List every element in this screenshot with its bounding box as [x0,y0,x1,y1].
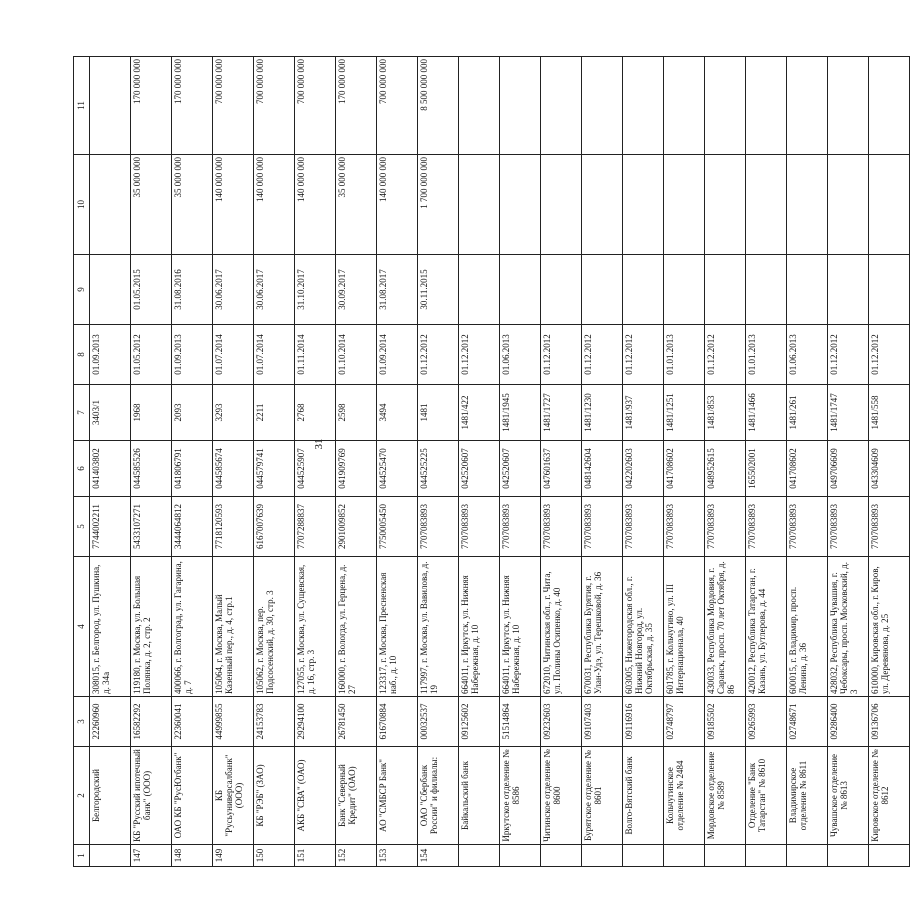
row-number-cell [623,845,664,867]
limit-amount-cell: 1 700 000 000 [418,155,459,255]
column-number-header: 3 [74,697,90,747]
max-amount-cell: 700 000 000 [213,57,254,155]
license-number-cell: 1481 [418,385,459,441]
max-amount-cell: 700 000 000 [377,57,418,155]
bank-registry-table [73,56,910,867]
bank-name-cell: Бурятское отделение № 8601 [582,747,623,845]
license-number-cell: 1481/1727 [541,385,582,441]
limit-amount-cell [623,155,664,255]
limit-amount-cell: 35 000 000 [336,155,377,255]
column-number-header: 9 [74,255,90,325]
address-cell: 672010, Читинская обл., г. Чита, ул. Полины Осипенко, д. 40 [541,557,582,697]
inn-cell: 7707083893 [582,497,623,557]
start-date-cell: 01.10.2014 [336,325,377,385]
address-cell: 105064, г. Москва, Малый Казенный пер., д. 4, стр.1 [213,557,254,697]
row-number-cell [828,845,869,867]
max-amount-cell [746,57,787,155]
end-date-cell [787,255,828,325]
max-amount-cell [459,57,500,155]
row-number-cell [705,845,746,867]
table-row [869,57,910,867]
address-cell: 670031, Республика Бурятия, г. Улан-Удэ, ул. Терешковой, д. 36 [582,557,623,697]
okpo-cell: 26781450 [336,697,377,747]
inn-cell: 7707083893 [787,497,828,557]
end-date-cell [664,255,705,325]
limit-amount-cell: 35 000 000 [131,155,172,255]
column-number-header: 10 [74,155,90,255]
okpo-cell: 22360041 [172,697,213,747]
okpo-cell: 51514864 [500,697,541,747]
bik-cell: 047601637 [541,441,582,497]
bank-name-cell: АКБ "СВА" (ОАО) [295,747,336,845]
license-number-cell: 1968 [131,385,172,441]
end-date-cell [828,255,869,325]
inn-cell: 7750005450 [377,497,418,557]
address-cell: 127055, г. Москва, ул. Сущевская, д. 16, стр. 3 [295,557,336,697]
column-number-header: 6 [74,441,90,497]
max-amount-cell [500,57,541,155]
end-date-cell [90,255,131,325]
max-amount-cell [90,57,131,155]
table-row [787,57,828,867]
address-cell: 664011, г. Иркутск, ул. Нижняя Набережная, д. 10 [459,557,500,697]
bank-name-cell: Иркутское отделение № 8586 [500,747,541,845]
inn-cell: 2901009852 [336,497,377,557]
start-date-cell: 01.07.2014 [254,325,295,385]
end-date-cell: 01.05.2015 [131,255,172,325]
table-row [459,57,500,867]
okpo-cell: 29294100 [295,697,336,747]
row-number-cell: 154 [418,845,459,867]
column-number-header: 2 [74,747,90,845]
limit-amount-cell [746,155,787,255]
start-date-cell: 01.12.2012 [582,325,623,385]
row-number-cell: 149 [213,845,254,867]
limit-amount-cell [869,155,910,255]
inn-cell: 6167007639 [254,497,295,557]
start-date-cell: 01.11.2014 [295,325,336,385]
bank-name-cell: Чувашское отделение № 8613 [828,747,869,845]
bik-cell: 044525470 [377,441,418,497]
max-amount-cell: 170 000 000 [131,57,172,155]
start-date-cell: 01.09.2014 [377,325,418,385]
bank-name-cell: Белгородский [90,747,131,845]
table-row [131,57,172,867]
address-cell: 119180, г. Москва, ул. Большая Полянка, д. 2, стр. 2 [131,557,172,697]
rotated-page-content [73,57,891,867]
limit-amount-cell [459,155,500,255]
start-date-cell: 01.01.2013 [746,325,787,385]
row-number-cell [90,845,131,867]
start-date-cell: 01.12.2012 [705,325,746,385]
license-number-cell: 3403/1 [90,385,131,441]
address-cell: 117997, г. Москва, ул. Вавилова, д. 19 [418,557,459,697]
inn-cell: 7707083893 [459,497,500,557]
okpo-cell: 22260960 [90,697,131,747]
okpo-cell: 09136706 [869,697,910,747]
license-number-cell: 1481/1251 [664,385,705,441]
license-number-cell: 2598 [336,385,377,441]
max-amount-cell [869,57,910,155]
limit-amount-cell: 35 000 000 [172,155,213,255]
license-number-cell: 2093 [172,385,213,441]
start-date-cell: 01.12.2012 [418,325,459,385]
row-number-cell [787,845,828,867]
bik-cell: 041708602 [664,441,705,497]
max-amount-cell: 170 000 000 [336,57,377,155]
column-number-header-row [74,57,90,867]
inn-cell: 3444064812 [172,497,213,557]
end-date-cell [541,255,582,325]
okpo-cell: 02748797 [664,697,705,747]
okpo-cell: 16582292 [131,697,172,747]
end-date-cell [746,255,787,325]
okpo-cell: 61670884 [377,697,418,747]
row-number-cell: 152 [336,845,377,867]
inn-cell: 7707083893 [705,497,746,557]
row-number-cell: 148 [172,845,213,867]
limit-amount-cell: 140 000 000 [254,155,295,255]
max-amount-cell [787,57,828,155]
address-cell: 610000, Кировская обл., г. Киров, ул. Деревянова, д. 25 [869,557,910,697]
start-date-cell: 01.06.2013 [500,325,541,385]
end-date-cell: 31.10.2017 [295,255,336,325]
row-number-cell: 153 [377,845,418,867]
start-date-cell: 01.12.2012 [541,325,582,385]
inn-cell: 7707083893 [500,497,541,557]
end-date-cell [459,255,500,325]
license-number-cell: 2211 [254,385,295,441]
address-cell: 664011, г. Иркутск, ул. Нижняя Набережная, д. 10 [500,557,541,697]
bank-name-cell: ОАО КБ "РусЮгбанк" [172,747,213,845]
start-date-cell: 01.12.2012 [869,325,910,385]
max-amount-cell [541,57,582,155]
bik-cell: 043304609 [869,441,910,497]
bank-name-cell: ОАО "Сбербанк России" и филиалы: [418,747,459,845]
inn-cell: 5433107271 [131,497,172,557]
inn-cell: 7707083893 [623,497,664,557]
address-cell: 160000, г. Вологда, ул. Герцена, д. 27 [336,557,377,697]
table-row [295,57,336,867]
license-number-cell: 1481/261 [787,385,828,441]
bik-cell: 041708602 [787,441,828,497]
table-row [377,57,418,867]
bik-cell: 042202603 [623,441,664,497]
address-cell: 430033, Республика Мордовия, г. Саранск, просп. 70 лет Октября, д. 86 [705,557,746,697]
license-number-cell: 1481/1945 [500,385,541,441]
end-date-cell [705,255,746,325]
row-number-cell [582,845,623,867]
address-cell: 428032, Республика Чувашия, г. Чебоксары, просп. Московский, д. 3 [828,557,869,697]
address-cell: 601785, г. Кольчугино, ул. III Интернационала, 40 [664,557,705,697]
bank-name-cell: Банк "Северный Кредит" (ОАО) [336,747,377,845]
column-number-header: 4 [74,557,90,697]
bank-name-cell: КБ "Русьуниверсалбанк" (ООО) [213,747,254,845]
table-row [582,57,623,867]
bik-cell: 044525907 [295,441,336,497]
end-date-cell: 31.08.2016 [172,255,213,325]
inn-cell: 7744002211 [90,497,131,557]
start-date-cell: 01.09.2013 [172,325,213,385]
limit-amount-cell [787,155,828,255]
license-number-cell: 1481/853 [705,385,746,441]
bik-cell: 048952615 [705,441,746,497]
inn-cell: 7707083893 [869,497,910,557]
table-row [746,57,787,867]
limit-amount-cell [500,155,541,255]
row-number-cell [541,845,582,867]
max-amount-cell: 170 000 000 [172,57,213,155]
start-date-cell: 01.01.2013 [664,325,705,385]
bank-name-cell: Отделение "Банк Татарстан" № 8610 [746,747,787,845]
end-date-cell [623,255,664,325]
okpo-cell: 09286400 [828,697,869,747]
bik-cell: 044525225 [418,441,459,497]
bank-name-cell: Читинское отделение № 8600 [541,747,582,845]
max-amount-cell: 8 500 000 000 [418,57,459,155]
column-number-header: 5 [74,497,90,557]
limit-amount-cell [90,155,131,255]
address-cell: 308015, г. Белгород, ул. Пушкина, д. 34а [90,557,131,697]
bik-cell: 049706609 [828,441,869,497]
bik-cell: 041909769 [336,441,377,497]
column-number-header: 8 [74,325,90,385]
table-row [213,57,254,867]
address-cell: 400066, г. Волгоград, ул. Гагарина, д. 7 [172,557,213,697]
row-number-cell [664,845,705,867]
limit-amount-cell [664,155,705,255]
license-number-cell: 1481/1230 [582,385,623,441]
page-number: 31 [313,438,325,450]
table-row [418,57,459,867]
bik-cell: 042520607 [459,441,500,497]
bik-cell: 044579741 [254,441,295,497]
license-number-cell: 1481/1747 [828,385,869,441]
address-cell: 123317, г. Москва, Пресненская наб., д. 10 [377,557,418,697]
table-row [172,57,213,867]
inn-cell: 7707083893 [541,497,582,557]
license-number-cell: 1481/422 [459,385,500,441]
max-amount-cell [664,57,705,155]
table-row [336,57,377,867]
start-date-cell: 01.12.2012 [459,325,500,385]
bank-name-cell: КБ "РЭБ" (ЗАО) [254,747,295,845]
bank-name-cell: Кировское отделение № 8612 [869,747,910,845]
row-number-cell: 151 [295,845,336,867]
table-body [74,57,910,867]
okpo-cell: 44999855 [213,697,254,747]
bank-name-cell: Кольчугинское отделение № 2484 [664,747,705,845]
bik-cell: 044585674 [213,441,254,497]
inn-cell: 7707083893 [664,497,705,557]
start-date-cell: 01.06.2013 [787,325,828,385]
max-amount-cell [582,57,623,155]
bank-name-cell: АО "СМБСР Банк" [377,747,418,845]
max-amount-cell [828,57,869,155]
end-date-cell: 30.11.2015 [418,255,459,325]
table-row [623,57,664,867]
max-amount-cell [705,57,746,155]
start-date-cell: 01.12.2012 [828,325,869,385]
inn-cell: 7707083893 [746,497,787,557]
bik-cell: 042520607 [500,441,541,497]
license-number-cell: 3293 [213,385,254,441]
limit-amount-cell [705,155,746,255]
limit-amount-cell: 140 000 000 [295,155,336,255]
okpo-cell: 09265993 [746,697,787,747]
table-row [254,57,295,867]
end-date-cell: 31.08.2017 [377,255,418,325]
row-number-cell [500,845,541,867]
address-cell: 420012, Республика Татарстан, г. Казань, ул. Бутлерова, д. 44 [746,557,787,697]
bank-name-cell: Байкальский банк [459,747,500,845]
max-amount-cell: 700 000 000 [295,57,336,155]
inn-cell: 7707288837 [295,497,336,557]
okpo-cell: 09185502 [705,697,746,747]
bik-cell: 044585526 [131,441,172,497]
table-row [705,57,746,867]
inn-cell: 7707083893 [418,497,459,557]
start-date-cell: 01.07.2014 [213,325,254,385]
okpo-cell: 09116916 [623,697,664,747]
okpo-cell: 24153783 [254,697,295,747]
bik-cell: 041403802 [90,441,131,497]
license-number-cell: 1481/1466 [746,385,787,441]
bank-name-cell: КБ "Русский ипотечный банк" (ООО) [131,747,172,845]
end-date-cell [869,255,910,325]
okpo-cell: 02748671 [787,697,828,747]
start-date-cell: 01.12.2012 [623,325,664,385]
row-number-cell: 150 [254,845,295,867]
start-date-cell: 01.09.2013 [90,325,131,385]
okpo-cell: 09232603 [541,697,582,747]
limit-amount-cell: 140 000 000 [213,155,254,255]
bank-name-cell: Мордовское отделение № 8589 [705,747,746,845]
table-row [664,57,705,867]
address-cell: 603005, Нижегородская обл., г. Нижний Новгород, ул. Октябрьская, д. 35 [623,557,664,697]
end-date-cell: 30.06.2017 [254,255,295,325]
column-number-header: 1 [74,845,90,867]
max-amount-cell [623,57,664,155]
inn-cell: 7718120593 [213,497,254,557]
license-number-cell: 1481/558 [869,385,910,441]
license-number-cell: 1481/937 [623,385,664,441]
row-number-cell [746,845,787,867]
max-amount-cell: 700 000 000 [254,57,295,155]
row-number-cell [869,845,910,867]
okpo-cell: 09107403 [582,697,623,747]
bank-name-cell: Владимирское отделение № 8611 [787,747,828,845]
inn-cell: 7707083893 [828,497,869,557]
address-cell: 105062, г. Москва, пер. Подсосенский, д. 30, стр. 3 [254,557,295,697]
table-row [500,57,541,867]
start-date-cell: 01.05.2012 [131,325,172,385]
end-date-cell: 30.06.2017 [213,255,254,325]
bank-name-cell: Волго-Вятский банк [623,747,664,845]
bik-cell: 048142604 [582,441,623,497]
row-number-cell [459,845,500,867]
table-row [828,57,869,867]
license-number-cell: 2768 [295,385,336,441]
end-date-cell [582,255,623,325]
table-row [90,57,131,867]
limit-amount-cell [541,155,582,255]
bik-cell: 041806791 [172,441,213,497]
bik-cell: 165502001 [746,441,787,497]
okpo-cell: 09125602 [459,697,500,747]
column-number-header: 7 [74,385,90,441]
end-date-cell: 30.09.2017 [336,255,377,325]
okpo-cell: 00032537 [418,697,459,747]
row-number-cell: 147 [131,845,172,867]
column-number-header: 11 [74,57,90,155]
table-row [541,57,582,867]
limit-amount-cell [582,155,623,255]
limit-amount-cell [828,155,869,255]
license-number-cell: 3494 [377,385,418,441]
limit-amount-cell: 140 000 000 [377,155,418,255]
address-cell: 600015, г. Владимир, просп. Ленина, д. 36 [787,557,828,697]
end-date-cell [500,255,541,325]
